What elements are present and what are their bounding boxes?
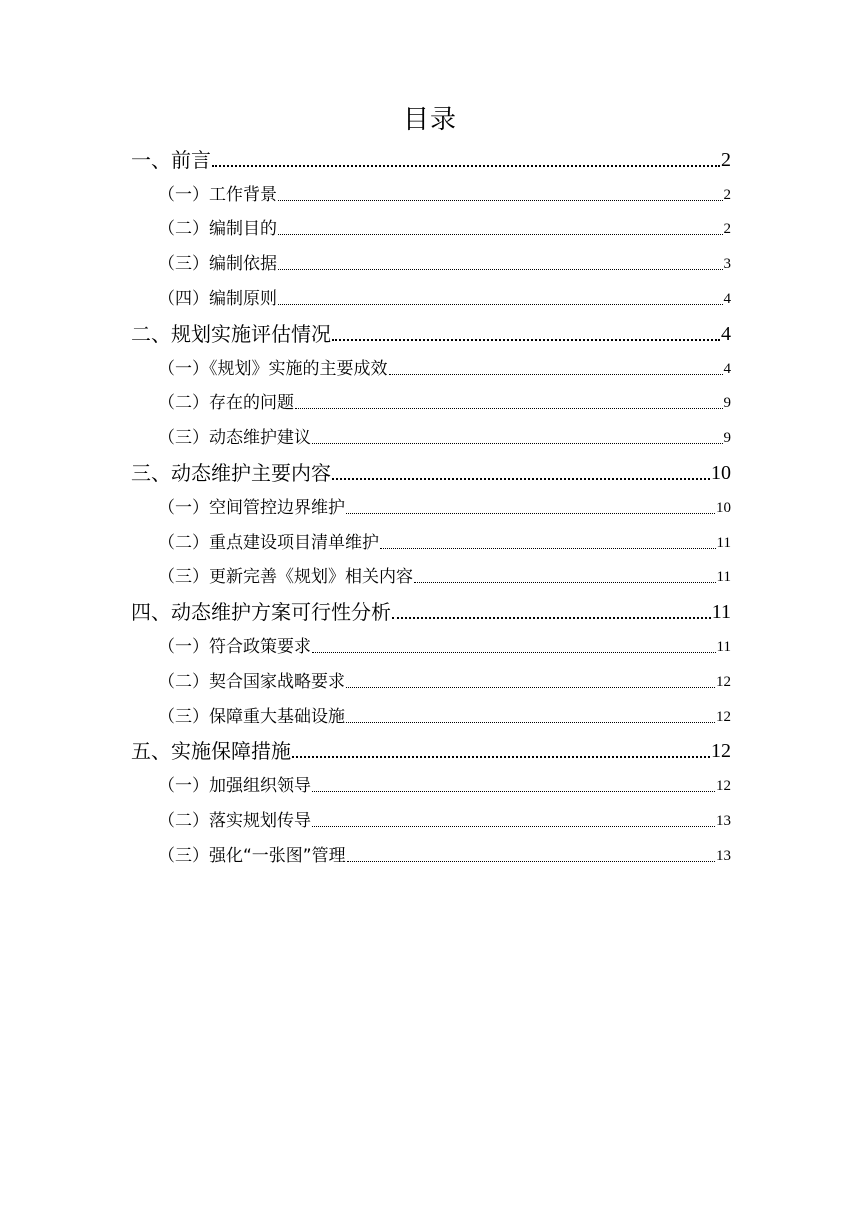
toc-item-row[interactable] (131, 487, 731, 522)
toc-item-row[interactable] (131, 383, 731, 418)
toc-list (131, 139, 731, 870)
toc-page-number: 4 (721, 322, 731, 345)
toc-page-number: 10 (716, 499, 731, 516)
toc-section-row[interactable] (131, 452, 731, 487)
dot-leader (312, 826, 715, 827)
dot-leader (346, 722, 715, 723)
dot-leader (278, 234, 723, 235)
dot-leader (312, 791, 715, 792)
dot-leader (414, 582, 716, 583)
toc-page-number: 10 (711, 461, 731, 484)
toc-page-number: 13 (716, 812, 731, 829)
toc-page-number: 12 (716, 778, 731, 795)
toc-page-number: 11 (716, 534, 731, 551)
toc-section-row[interactable] (131, 731, 731, 766)
toc-page-number: 11 (716, 569, 731, 586)
toc-item-row[interactable] (131, 209, 731, 244)
toc-item-label: （一）《规划》实施的主要成效 (158, 358, 388, 379)
toc-item-row[interactable] (131, 348, 731, 383)
toc-item-row[interactable] (131, 278, 731, 313)
dot-leader (332, 478, 710, 480)
toc-page-number: 11 (716, 638, 731, 655)
toc-item-label: （一）工作背景 (158, 184, 277, 205)
dot-leader (312, 443, 723, 444)
toc-item-label: （三）编制依据 (158, 254, 277, 275)
toc-section-label: 二、规划实施评估情况 (131, 321, 331, 346)
dot-leader (392, 617, 711, 619)
toc-item-label: （一）符合政策要求 (158, 636, 311, 657)
toc-item-label: （三）保障重大基础设施 (158, 706, 345, 727)
toc-section-label: 五、实施保障措施 (131, 739, 291, 764)
toc-item-label: （一）空间管控边界维护 (158, 497, 345, 518)
toc-page-number: 13 (716, 847, 731, 864)
toc-item-row[interactable] (131, 835, 731, 870)
toc-page-number: 11 (711, 601, 731, 624)
toc-page-number: 2 (723, 221, 731, 238)
dot-leader (278, 200, 723, 201)
dot-leader (347, 861, 715, 862)
toc-item-label: （二）编制目的 (158, 219, 277, 240)
dot-leader (312, 652, 716, 653)
toc-page-number: 9 (723, 430, 731, 447)
toc-item-row[interactable] (131, 557, 731, 592)
toc-item-label: （二）重点建设项目清单维护 (158, 532, 379, 553)
dot-leader (380, 548, 716, 549)
dot-leader (389, 374, 723, 375)
toc-section-label: 四、动态维护方案可行性分析 (131, 600, 391, 625)
dot-leader (278, 304, 723, 305)
toc-section-row[interactable] (131, 591, 731, 626)
toc-item-row[interactable] (131, 800, 731, 835)
dot-leader (278, 269, 723, 270)
toc-page-number: 9 (723, 395, 731, 412)
toc-page-number: 4 (723, 360, 731, 377)
toc-item-label: （二）落实规划传导 (158, 810, 311, 831)
dot-leader (332, 339, 720, 341)
dot-leader (346, 687, 715, 688)
toc-item-label: （二）存在的问题 (158, 393, 294, 414)
dot-leader (346, 513, 715, 514)
toc-section-row[interactable] (131, 139, 731, 174)
dot-leader (295, 408, 723, 409)
toc-item-label: （三）强化“一张图”管理 (158, 845, 346, 866)
toc-item-row[interactable] (131, 661, 731, 696)
toc-page-number: 12 (716, 673, 731, 690)
toc-item-label: （一）加强组织领导 (158, 776, 311, 797)
toc-page-number: 2 (723, 186, 731, 203)
toc-item-label: （三）动态维护建议 (158, 428, 311, 449)
toc-page-number: 2 (721, 148, 731, 171)
toc-item-row[interactable] (131, 243, 731, 278)
toc-page-number: 12 (716, 708, 731, 725)
toc-section-label: 三、动态维护主要内容 (131, 460, 331, 485)
toc-page-number: 12 (711, 740, 731, 763)
toc-item-row[interactable] (131, 626, 731, 661)
toc-item-row[interactable] (131, 765, 731, 800)
toc-item-row[interactable] (131, 417, 731, 452)
toc-item-row[interactable] (131, 522, 731, 557)
toc-item-label: （二）契合国家战略要求 (158, 671, 345, 692)
toc-item-label: （三）更新完善《规划》相关内容 (158, 567, 413, 588)
dot-leader (212, 165, 720, 167)
toc-page-number: 4 (723, 290, 731, 307)
toc-section-label: 一、前言 (131, 147, 211, 172)
toc-section-row[interactable] (131, 313, 731, 348)
toc-item-row[interactable] (131, 696, 731, 731)
toc-page-number: 3 (723, 256, 731, 273)
toc-item-row[interactable] (131, 174, 731, 209)
dot-leader (292, 756, 710, 758)
toc-title: 目录 (402, 105, 457, 135)
toc-item-label: （四）编制原则 (158, 288, 277, 309)
